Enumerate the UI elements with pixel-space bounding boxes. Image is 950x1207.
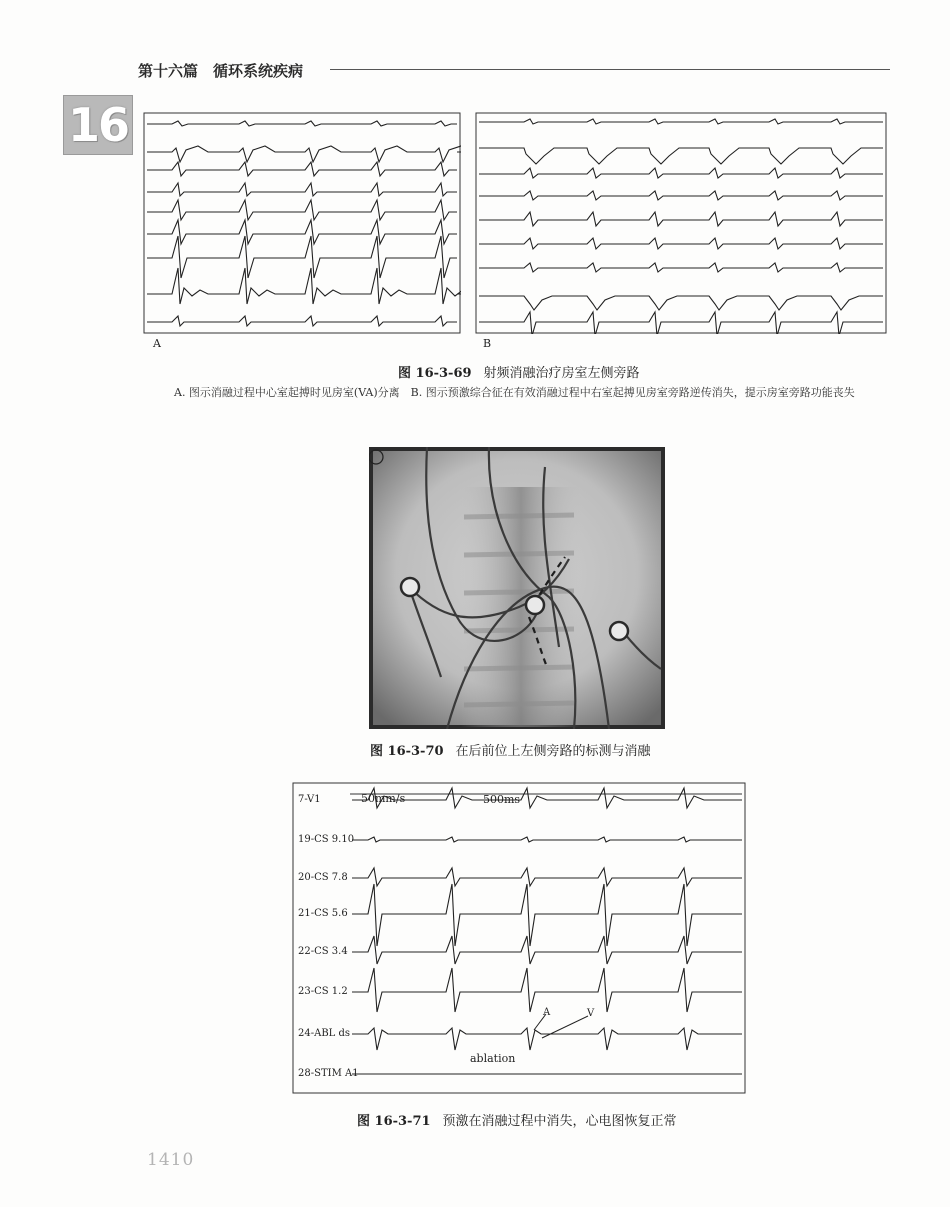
tracing-frame xyxy=(144,113,460,333)
fluoroscopy-drawing xyxy=(369,447,665,729)
panel-b-channel-6 xyxy=(479,238,883,249)
panel-a-channel-4 xyxy=(147,183,457,196)
figure-70-caption xyxy=(370,740,651,759)
figure-70-number: 图 16-3-70 xyxy=(370,744,444,759)
panel-a-channel-6 xyxy=(147,220,457,244)
figure-71-channel-7 xyxy=(352,1028,742,1050)
panel-b-channel-1 xyxy=(479,119,883,124)
header-title: 第十六篇 循环系统疾病 xyxy=(138,62,304,80)
chapter-badge xyxy=(63,95,133,155)
panel-b-channel-4 xyxy=(479,191,883,200)
figure-71-channel-label: 19-CS 9.10 xyxy=(298,834,355,845)
figure-71-channel-6 xyxy=(352,968,742,1012)
panel-b-channel-8 xyxy=(479,296,883,310)
figure-71-title: 预激在消融过程中消失，心电图恢复正常 xyxy=(442,1114,677,1129)
figure-71-speed-label: 50mm/s xyxy=(361,792,406,805)
panel-b-channel-7 xyxy=(479,263,883,272)
tracing-frame xyxy=(293,783,745,1093)
page-number: 1410 xyxy=(147,1150,195,1170)
figure-71-channel-label: 21-CS 5.6 xyxy=(298,908,348,919)
panel-a-channel-2 xyxy=(147,146,461,162)
figure-71-channel-label: 22-CS 3.4 xyxy=(298,946,348,957)
figure-71-marker-a: A xyxy=(543,1007,551,1018)
panel-b-channel-2 xyxy=(479,148,883,164)
figure-69-caption xyxy=(398,362,640,381)
figure-69-panel-b-label: B xyxy=(483,337,492,350)
figure-71-channel-label: 20-CS 7.8 xyxy=(298,872,348,883)
figure-69-panel-a-tracing xyxy=(143,112,461,334)
figure-69-title: 射频消融治疗房室左侧旁路 xyxy=(483,366,640,381)
figure-69-panel-a-label: A xyxy=(153,337,161,350)
chapter-number: 16 xyxy=(67,98,128,152)
figure-71-number: 图 16-3-71 xyxy=(357,1114,431,1129)
panel-a-channel-9 xyxy=(147,316,457,326)
panel-a-channel-3 xyxy=(147,162,457,176)
figure-71-ablation-label: ablation xyxy=(470,1052,516,1065)
figure-71-channel-label: 23-CS 1.2 xyxy=(298,986,348,997)
figure-71-channel-label: 24-ABL ds xyxy=(298,1028,351,1039)
panel-b-channel-3 xyxy=(479,168,883,178)
panel-b-channel-5 xyxy=(479,212,883,226)
panel-b-channel-9 xyxy=(479,312,883,334)
figure-71-scale-label: 500ms xyxy=(483,793,521,806)
figure-71-channel-2 xyxy=(352,837,742,842)
figure-70-title: 在后前位上左侧旁路的标测与消融 xyxy=(455,744,651,759)
figure-69-note: A. 图示消融过程中心室起搏时见房室(VA)分离 B. 图示预激综合征在有效消融过程中右室起搏见房室旁路逆传消失，提示房室旁路功能丧失 xyxy=(174,386,855,399)
figure-69-panel-b-tracing xyxy=(475,112,887,334)
figure-71-marker-v: V xyxy=(587,1008,595,1019)
figure-71-channel-label: 7-V1 xyxy=(298,794,321,805)
running-header xyxy=(138,60,890,80)
panel-a-channel-1 xyxy=(147,121,457,126)
figure-71-channel-3 xyxy=(352,868,742,886)
tracing-frame xyxy=(476,113,886,333)
figure-70-fluoroscopy-image xyxy=(369,447,665,729)
figure-71-caption xyxy=(357,1110,677,1129)
panel-a-channel-8 xyxy=(147,268,461,304)
header-rule xyxy=(330,69,890,70)
figure-71-channel-label: 28-STIM A1 xyxy=(298,1068,359,1079)
figure-71-tracing xyxy=(292,782,746,1094)
panel-a-channel-7 xyxy=(147,236,457,278)
figure-71-channel-1 xyxy=(352,788,742,808)
panel-a-channel-5 xyxy=(147,200,457,220)
figure-69-number: 图 16-3-69 xyxy=(398,366,472,381)
figure-71-channel-5 xyxy=(352,936,742,964)
marker-v-arrow-icon xyxy=(542,1016,588,1038)
